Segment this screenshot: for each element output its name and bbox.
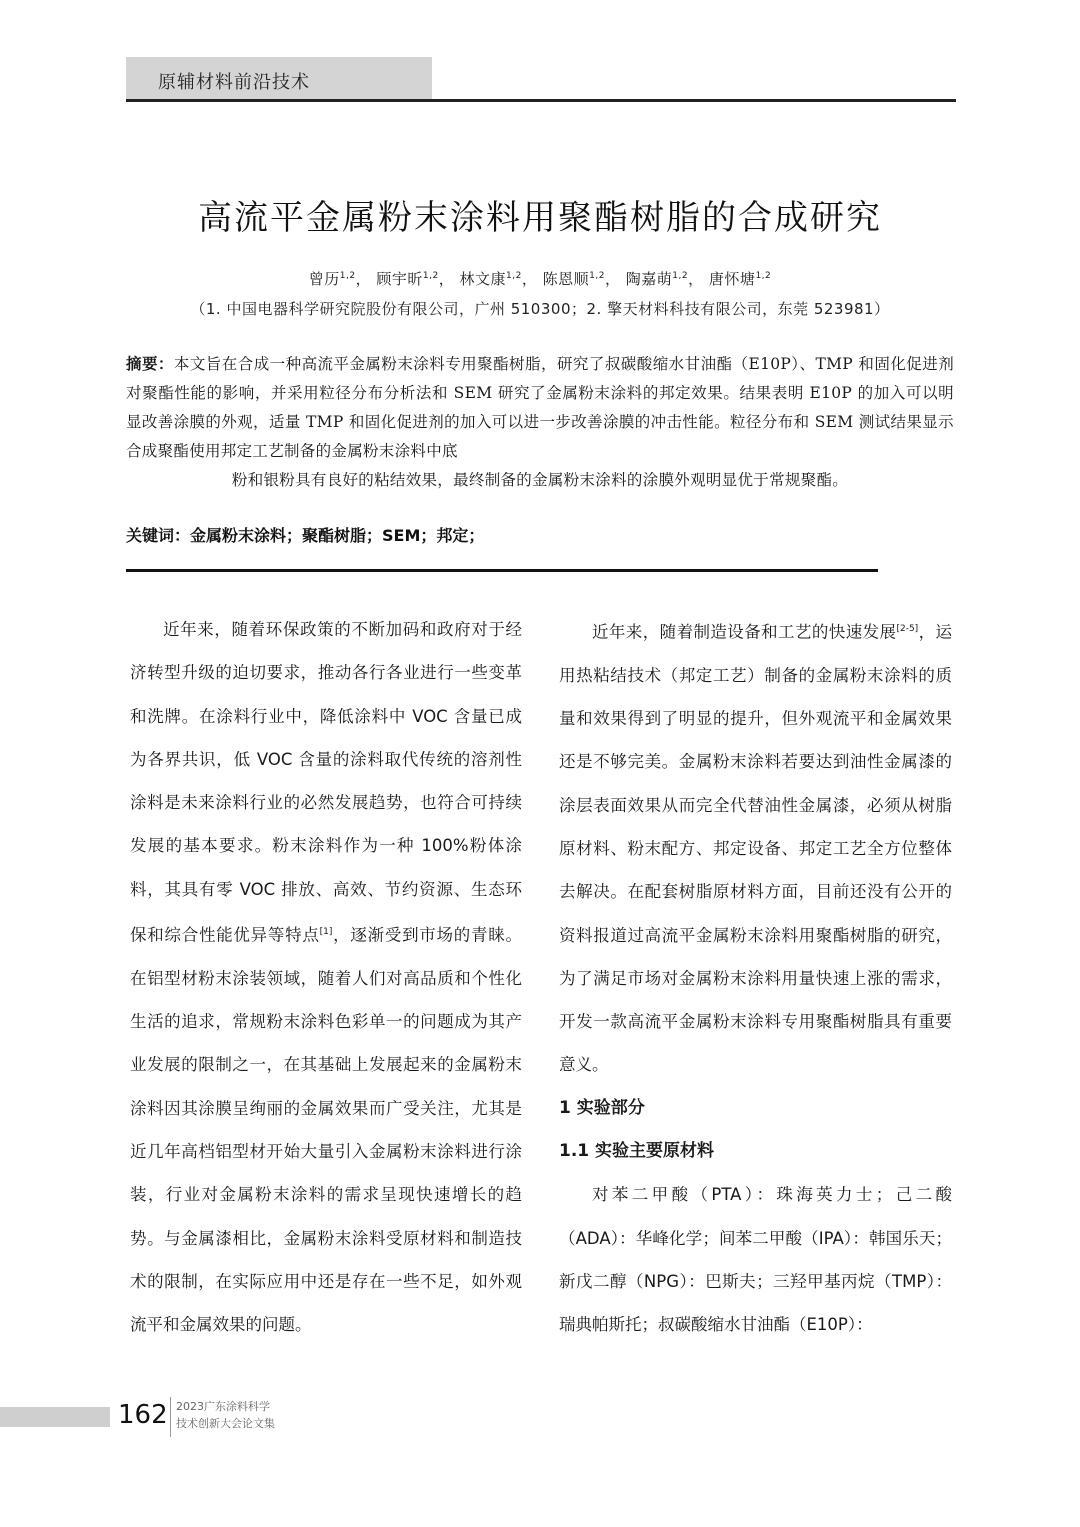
author: 唐怀塘$^{1,2}$ bbox=[708, 270, 772, 288]
author: 顾宇昕$^{1,2}$， bbox=[376, 270, 455, 288]
paper-title: 高流平金属粉末涂料用聚酯树脂的合成研究 bbox=[198, 198, 882, 238]
page-number: 162 bbox=[118, 1400, 168, 1430]
section-heading: 1 实验部分 bbox=[559, 1097, 645, 1118]
citation-ref: [1] bbox=[319, 927, 333, 938]
footer-line-1: 2023广东涂料科学 bbox=[176, 1400, 270, 1413]
section-header-tab bbox=[126, 57, 432, 101]
right-column bbox=[559, 608, 952, 1347]
author: 曾历$^{1,2}$， bbox=[308, 270, 372, 288]
keywords: 关键词：金属粉末涂料；聚酯树脂；SEM；邦定； bbox=[126, 526, 485, 545]
abstract-label: 摘要： bbox=[126, 355, 174, 373]
intro-paragraph-1: 近年来，随着环保政策的不断加码和政府对于经济转型升级的迫切要求，推动各行各业进行一些变革和洗牌。在涂料行业中，降低涂料中 VOC 含量已成为各界共识，低 VOC 含量的涂料取代传统的溶剂性涂料是未来涂料行业的必然发展趋势，也符合可持续发展的基本要求。粉末涂料作为一种 100%粉体涂料，其具有零 VOC 排放、高效、节约资源、生态环保和综合性能优异等特点[1]，逐渐受到市场的青睐。在铝型材粉末涂装领域，随着人们对高品质和个性化生活的追求，常规粉末涂料色彩单一的问题成为其产业发展的限制之一，在其基础上发展起来的金属粉末涂料因其涂膜呈绚丽的金属效果而广受关注，尤其是近几年高档铝型材开始大量引入金属粉末涂料进行涂装，行业对金属粉末涂料的需求呈现快速增长的趋势。与金属漆相比，金属粉末涂料受原材料和制造技术的限制，在实际应用中还是存在一些不足，如外观流平和金属效果的问题。 bbox=[130, 620, 523, 1335]
abstract-body: 本文旨在合成一种高流平金属粉末涂料专用聚酯树脂，研究了叔碳酸缩水甘油酯（E10P）、TMP 和固化促进剂对聚酯性能的影响，并采用粒径分布分析法和 SEM 研究了金属粉末涂料的邦定效果。结果表明 E10P 的加入可以明显改善涂膜的外观，适量 TMP 和固化促进剂的加入可以进一步改善涂膜的冲击性能。粒径分布和 SEM 测试结果显示合成聚酯使用邦定工艺制备的金属粉末涂料中底 bbox=[126, 355, 954, 460]
author: 陈恩顺$^{1,2}$， bbox=[542, 270, 621, 288]
footer-line-2: 技术创新大会论文集 bbox=[176, 1417, 275, 1430]
left-column bbox=[130, 608, 522, 1347]
footer-bar bbox=[0, 1407, 110, 1427]
materials-paragraph: 对苯二甲酸（PTA）：珠海英力士；己二酸（ADA）：华峰化学；间苯二甲酸（IPA）：韩国乐天；新戊二醇（NPG）：巴斯夫；三羟甲基丙烷（TMP）：瑞典帕斯托；叔碳酸缩水甘油酯（E10P）： bbox=[559, 1185, 952, 1335]
header-rule bbox=[126, 99, 956, 102]
footer-divider bbox=[170, 1397, 171, 1437]
author: 林文康$^{1,2}$， bbox=[459, 270, 538, 288]
citation-ref: [2-5] bbox=[896, 624, 919, 634]
section-header-label: 原辅材料前沿技术 bbox=[158, 72, 310, 93]
abstract bbox=[126, 350, 954, 495]
subsection-heading: 1.1 实验主要原材料 bbox=[559, 1141, 715, 1162]
affiliation: （1. 中国电器科学研究院股份有限公司，广州 510300；2. 擎天材料科技有限公司，东莞 523981） bbox=[190, 300, 890, 318]
author-list bbox=[0, 268, 1080, 289]
intro-paragraph-2: 近年来，随着制造设备和工艺的快速发展[2-5]，运用热粘结技术（邦定工艺）制备的金属粉末涂料的质量和效果得到了明显的提升，但外观流平和金属效果还是不够完美。金属粉末涂料若要达到油性金属漆的涂层表面效果从而完全代替油性金属漆，必须从树脂原材料、粉末配方、邦定设备、邦定工艺全方位整体去解决。在配套树脂原材料方面，目前还没有公开的资料报道过高流平金属粉末涂料用聚酯树脂的研究，为了满足市场对金属粉末涂料用量快速上涨的需求，开发一款高流平金属粉末涂料专用聚酯树脂具有重要意义。 bbox=[559, 622, 953, 1075]
keywords-rule bbox=[126, 569, 878, 572]
author: 陶嘉萌$^{1,2}$， bbox=[625, 270, 704, 288]
footer-journal bbox=[176, 1398, 275, 1432]
abstract-last-line: 粉和银粉具有良好的粘结效果，最终制备的金属粉末涂料的涂膜外观明显优于常规聚酯。 bbox=[231, 471, 849, 489]
